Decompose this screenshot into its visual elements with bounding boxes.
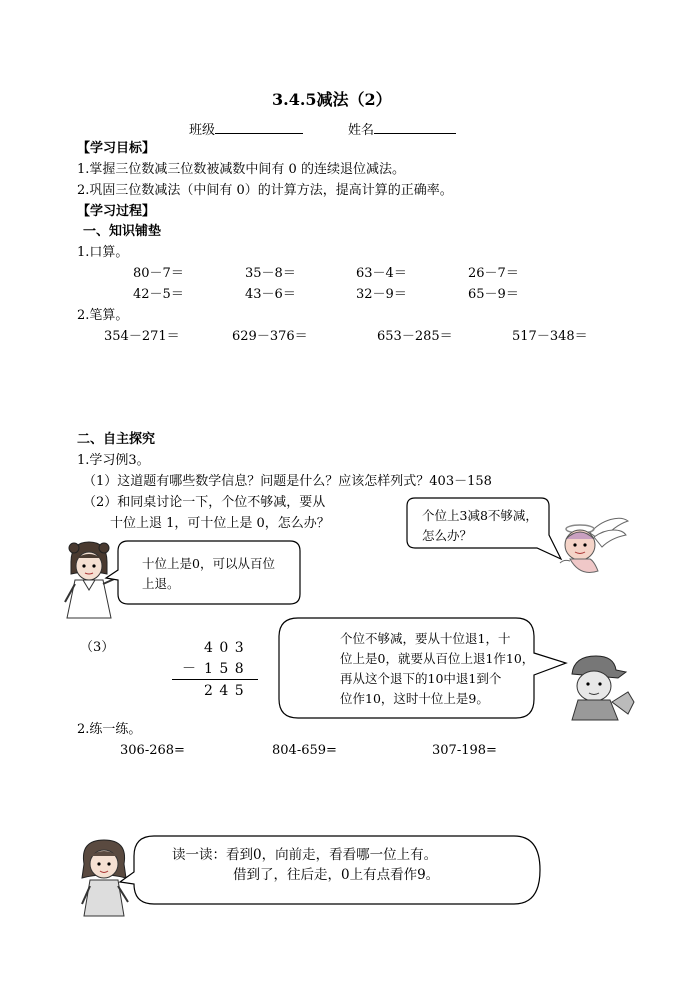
question-2-line2: 十位上退 1，可十位上是 0，怎么办？ [110,516,330,531]
oral-item: 32－9＝ [356,287,407,302]
goal-item-2: 2.巩固三位数减法（中间有 0）的计算方法，提高计算的正确率。 [77,183,453,198]
oral-label: 1.口算。 [77,245,129,260]
oral-item: 43－6＝ [245,287,296,302]
practice-item: 804-659= [272,743,337,758]
page-title: 3.4.5减法（2） [272,90,392,109]
oral-item: 80－7＝ [133,266,184,281]
angel-bubble-line1: 个位上3减8不够减， [422,508,538,523]
vertical-bottom: 1 5 8 [204,661,245,677]
class-field[interactable] [189,121,303,139]
class-underline [215,121,303,134]
question-3-label: （3） [80,640,115,655]
part1-heading: 一、知识铺垫 [83,224,162,239]
girl-bubble-line2: 上退。 [142,576,180,591]
practice-item: 306-268= [120,743,185,758]
oral-item: 65－9＝ [468,287,519,302]
name-field[interactable] [348,121,456,139]
process-heading: 【学习过程】 [77,204,156,219]
girl-bubble-shape [114,540,304,606]
vertical-top: 4 0 3 [204,640,245,656]
question-1: （1）这道题有哪些数学信息？问题是什么？应该怎样列式？403－158 [83,474,492,489]
girl-bubble-line1: 十位上是0，可以从百位 [142,556,275,571]
boy-bubble-line1: 个位不够减，要从十位退1，十 [340,631,511,646]
vertical-result: 2 4 5 [204,683,245,699]
read-bubble-line2: 借到了，往后走，0上有点看作9。 [233,867,440,883]
class-label: 班级 [189,123,216,138]
angel-illustration [550,515,630,590]
vertical-minus: － [182,661,196,677]
written-label: 2.笔算。 [77,308,129,323]
boy-bubble-line4: 位作10，这时十位上是9。 [340,691,489,706]
name-underline [374,121,456,134]
angel-bubble-line2: 怎么办？ [422,528,473,543]
boy-illustration [562,652,642,722]
practice-label: 2.练一练。 [77,722,142,737]
question-2-line1: （2）和同桌讨论一下，个位不够减，要从 [83,495,326,510]
written-item: 653－285＝ [377,329,453,344]
part2-heading: 二、自主探究 [77,432,156,447]
oral-item: 26－7＝ [468,266,519,281]
example-label: 1.学习例3。 [77,453,150,468]
read-bubble-line1: 读一读：看到0，向前走，看看哪一位上有。 [172,847,438,863]
written-item: 629－376＝ [232,329,308,344]
vertical-line [172,679,258,680]
name-label: 姓名 [348,123,375,138]
practice-item: 307-198= [432,743,497,758]
goal-item-1: 1.掌握三位数减三位数被减数中间有 0 的连续退位减法。 [77,162,405,177]
oral-item: 42－5＝ [133,287,184,302]
written-item: 517－348＝ [512,329,588,344]
oral-item: 35－8＝ [245,266,296,281]
goals-heading: 【学习目标】 [77,141,156,156]
oral-item: 63－4＝ [356,266,407,281]
written-item: 354－271＝ [104,329,180,344]
boy-bubble-line2: 位上是0，就要从百位上退1作10， [340,651,535,666]
boy-bubble-line3: 再从这个退下的10中退1到个 [340,671,502,686]
